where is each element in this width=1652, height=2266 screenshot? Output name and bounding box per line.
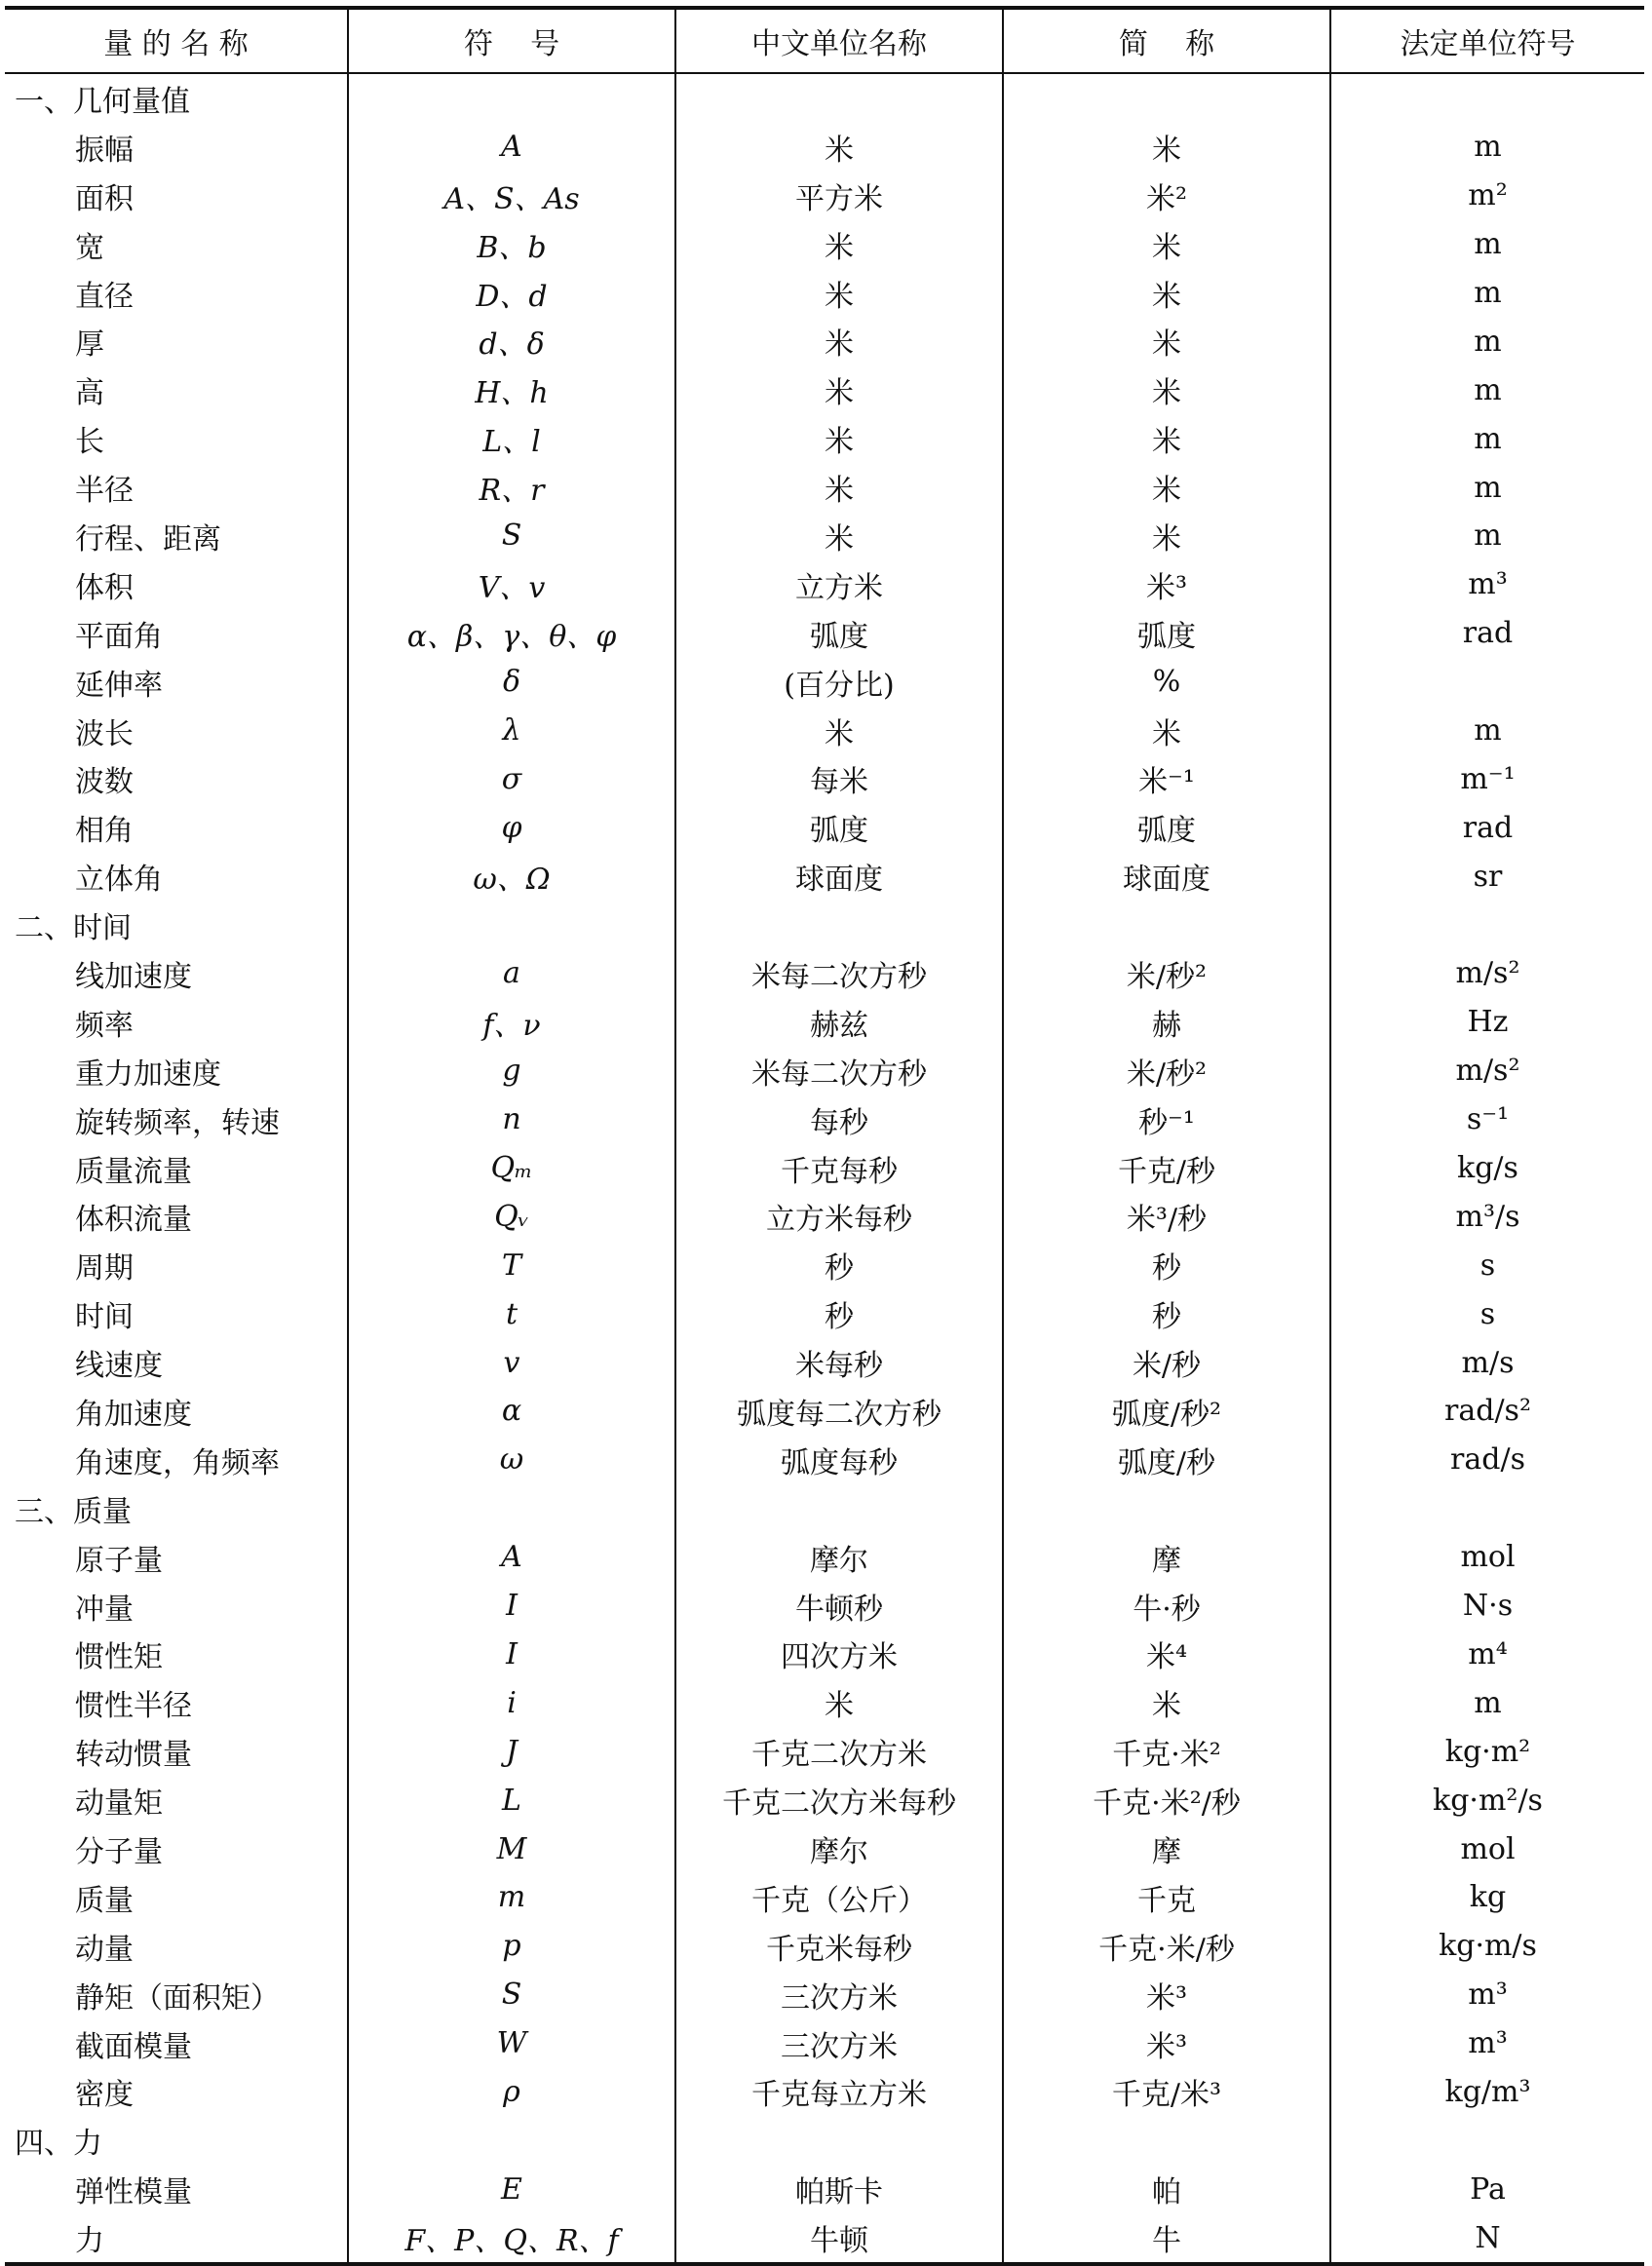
- quantity-name-cell: 角速度，角频率: [75, 1445, 280, 1480]
- symbol-cell: M: [348, 1824, 675, 1873]
- chinese-unit-name-cell: 立方米: [675, 560, 1003, 609]
- table-row: [5, 1192, 1644, 1241]
- legal-unit-symbol-cell: s⁻¹: [1330, 1095, 1644, 1144]
- short-name-cell: 米: [1003, 365, 1330, 414]
- chinese-unit-name-cell: 每米: [675, 754, 1003, 803]
- chinese-unit-name-cell: 米每二次方秒: [675, 949, 1003, 998]
- legal-unit-symbol-cell: m: [1330, 1678, 1644, 1727]
- legal-unit-symbol-cell: m/s²: [1330, 1047, 1644, 1095]
- legal-unit-symbol-cell: m: [1330, 317, 1644, 365]
- legal-unit-symbol-cell: kg·m²/s: [1330, 1776, 1644, 1824]
- quantity-name-cell: 惯性半径: [75, 1689, 192, 1724]
- quantity-name-cell: 平面角: [75, 619, 163, 654]
- symbol-cell: I: [348, 1631, 675, 1679]
- quantity-name-cell: 直径: [75, 279, 134, 314]
- chinese-unit-name-cell: 米: [675, 512, 1003, 560]
- short-name-cell: 米³: [1003, 560, 1330, 609]
- symbol-cell: σ: [348, 754, 675, 803]
- legal-unit-symbol-cell: m³: [1330, 560, 1644, 609]
- table-row: [5, 2165, 1644, 2213]
- table-row: [5, 1289, 1644, 1338]
- legal-unit-symbol-cell: m/s: [1330, 1338, 1644, 1387]
- header-chinese-unit-name: 中文单位名称: [675, 8, 1003, 73]
- quantity-name-cell: 质量: [75, 1883, 134, 1918]
- short-name-cell: 米³/秒: [1003, 1192, 1330, 1241]
- short-name-cell: 米²: [1003, 172, 1330, 220]
- quantity-name-cell: 弹性模量: [75, 2175, 192, 2210]
- quantity-name-cell: 动量: [75, 1932, 134, 1967]
- short-name-cell: 千克·米²/秒: [1003, 1776, 1330, 1824]
- short-name-cell: 球面度: [1003, 852, 1330, 901]
- table-row: [5, 949, 1644, 998]
- chinese-unit-name-cell: 牛顿秒: [675, 1582, 1003, 1631]
- symbol-cell: Qₘ: [348, 1144, 675, 1193]
- short-name-cell: %: [1003, 658, 1330, 707]
- short-name-cell: 弧度/秒²: [1003, 1387, 1330, 1436]
- chinese-unit-name-cell: 弧度: [675, 609, 1003, 658]
- legal-unit-symbol-cell: N: [1330, 2213, 1644, 2264]
- empty-cell: [675, 2116, 1003, 2165]
- symbol-cell: v: [348, 1338, 675, 1387]
- table-row: [5, 1095, 1644, 1144]
- table-row: [5, 658, 1644, 707]
- chinese-unit-name-cell: 三次方米: [675, 2019, 1003, 2068]
- empty-cell: [1330, 73, 1644, 123]
- table-row: [5, 560, 1644, 609]
- short-name-cell: 米: [1003, 512, 1330, 560]
- legal-unit-symbol-cell: Hz: [1330, 998, 1644, 1047]
- table-row: [5, 1727, 1644, 1776]
- short-name-cell: 米: [1003, 123, 1330, 172]
- short-name-cell: 牛·秒: [1003, 1582, 1330, 1631]
- legal-unit-symbol-cell: m: [1330, 123, 1644, 172]
- quantity-name-cell: 静矩（面积矩）: [75, 1980, 280, 2016]
- chinese-unit-name-cell: 帕斯卡: [675, 2165, 1003, 2213]
- section-heading: 三、质量: [15, 1494, 132, 1529]
- quantity-name-cell: 波长: [75, 716, 134, 751]
- quantity-name-cell: 立体角: [75, 863, 163, 898]
- symbol-cell: ρ: [348, 2068, 675, 2117]
- legal-unit-symbol-cell: m: [1330, 512, 1644, 560]
- symbol-cell: F、P、Q、R、f: [348, 2213, 675, 2264]
- chinese-unit-name-cell: 米: [675, 463, 1003, 512]
- table-row: [5, 1922, 1644, 1971]
- short-name-cell: 米: [1003, 220, 1330, 269]
- symbol-cell: A: [348, 123, 675, 172]
- symbol-cell: A、S、As: [348, 172, 675, 220]
- quantity-name-cell: 体积: [75, 570, 134, 605]
- chinese-unit-name-cell: 米: [675, 707, 1003, 755]
- table-row: [5, 1241, 1644, 1289]
- symbol-cell: i: [348, 1678, 675, 1727]
- legal-unit-symbol-cell: m/s²: [1330, 949, 1644, 998]
- header-legal-unit-symbol: 法定单位符号: [1330, 8, 1644, 73]
- short-name-cell: 千克/米³: [1003, 2068, 1330, 2117]
- symbol-cell: p: [348, 1922, 675, 1971]
- legal-unit-symbol-cell: m²: [1330, 172, 1644, 220]
- quantity-name-cell: 频率: [75, 1008, 134, 1043]
- quantity-name-cell: 周期: [75, 1251, 134, 1287]
- table-row: [5, 317, 1644, 365]
- table-row: [5, 463, 1644, 512]
- symbol-cell: L、l: [348, 414, 675, 463]
- short-name-cell: 米: [1003, 414, 1330, 463]
- empty-cell: [1003, 2116, 1330, 2165]
- quantity-name-cell: 半径: [75, 474, 134, 509]
- chinese-unit-name-cell: 牛顿: [675, 2213, 1003, 2264]
- table-row: [5, 707, 1644, 755]
- symbol-cell: λ: [348, 707, 675, 755]
- quantity-name-cell: 动量矩: [75, 1786, 163, 1822]
- short-name-cell: 千克/秒: [1003, 1144, 1330, 1193]
- short-name-cell: 赫: [1003, 998, 1330, 1047]
- legal-unit-symbol-cell: rad: [1330, 609, 1644, 658]
- legal-unit-symbol-cell: mol: [1330, 1533, 1644, 1582]
- quantity-name-cell: 质量流量: [75, 1154, 192, 1189]
- table-row: [5, 2019, 1644, 2068]
- symbol-cell: ω、Ω: [348, 852, 675, 901]
- legal-unit-symbol-cell: [1330, 658, 1644, 707]
- table-body: [5, 73, 1644, 2264]
- section-row: [5, 73, 1644, 123]
- short-name-cell: 弧度: [1003, 609, 1330, 658]
- legal-unit-symbol-cell: m⁻¹: [1330, 754, 1644, 803]
- empty-cell: [675, 1484, 1003, 1533]
- quantity-name-cell: 相角: [75, 814, 134, 849]
- section-row: [5, 901, 1644, 949]
- legal-unit-symbol-cell: kg/m³: [1330, 2068, 1644, 2117]
- table-row: [5, 220, 1644, 269]
- quantity-name-cell: 惯性矩: [75, 1640, 163, 1675]
- short-name-cell: 秒⁻¹: [1003, 1095, 1330, 1144]
- symbol-cell: S: [348, 512, 675, 560]
- symbol-cell: φ: [348, 803, 675, 852]
- table-row: [5, 269, 1644, 318]
- section-row: [5, 1484, 1644, 1533]
- table-row: [5, 1824, 1644, 1873]
- chinese-unit-name-cell: 弧度每秒: [675, 1436, 1003, 1484]
- chinese-unit-name-cell: 千克二次方米: [675, 1727, 1003, 1776]
- symbol-cell: α: [348, 1387, 675, 1436]
- symbol-cell: I: [348, 1582, 675, 1631]
- legal-unit-symbol-cell: Pa: [1330, 2165, 1644, 2213]
- symbol-cell: L: [348, 1776, 675, 1824]
- quantity-name-cell: 体积流量: [75, 1203, 192, 1238]
- table-row: [5, 1678, 1644, 1727]
- chinese-unit-name-cell: 弧度: [675, 803, 1003, 852]
- quantity-name-cell: 重力加速度: [75, 1056, 221, 1092]
- quantity-name-cell: 波数: [75, 765, 134, 800]
- legal-unit-symbol-cell: kg: [1330, 1873, 1644, 1922]
- table-row: [5, 172, 1644, 220]
- table-header: [5, 8, 1644, 73]
- quantity-name-cell: 行程、距离: [75, 521, 221, 557]
- symbol-cell: E: [348, 2165, 675, 2213]
- short-name-cell: 秒: [1003, 1241, 1330, 1289]
- table-row: [5, 2068, 1644, 2117]
- empty-cell: [1330, 1484, 1644, 1533]
- section-heading: 二、时间: [15, 911, 132, 946]
- table-row: [5, 1387, 1644, 1436]
- chinese-unit-name-cell: 立方米每秒: [675, 1192, 1003, 1241]
- empty-cell: [1003, 1484, 1330, 1533]
- chinese-unit-name-cell: 秒: [675, 1289, 1003, 1338]
- short-name-cell: 米/秒: [1003, 1338, 1330, 1387]
- table-row: [5, 754, 1644, 803]
- symbol-cell: T: [348, 1241, 675, 1289]
- table-row: [5, 512, 1644, 560]
- chinese-unit-name-cell: 千克每立方米: [675, 2068, 1003, 2117]
- legal-unit-symbol-cell: s: [1330, 1241, 1644, 1289]
- table-row: [5, 123, 1644, 172]
- header-short-name: 简 称: [1003, 8, 1330, 73]
- chinese-unit-name-cell: 米: [675, 220, 1003, 269]
- empty-cell: [1003, 73, 1330, 123]
- symbol-cell: α、β、γ、θ、φ: [348, 609, 675, 658]
- legal-unit-symbol-cell: rad: [1330, 803, 1644, 852]
- header-symbol: 符 号: [348, 8, 675, 73]
- table-row: [5, 1776, 1644, 1824]
- chinese-unit-name-cell: (百分比): [675, 658, 1003, 707]
- section-row: [5, 2116, 1644, 2165]
- table-row: [5, 1047, 1644, 1095]
- legal-unit-symbol-cell: m: [1330, 220, 1644, 269]
- table-row: [5, 365, 1644, 414]
- legal-unit-symbol-cell: N·s: [1330, 1582, 1644, 1631]
- section-heading: 一、几何量值: [15, 84, 190, 119]
- chinese-unit-name-cell: 弧度每二次方秒: [675, 1387, 1003, 1436]
- symbol-cell: n: [348, 1095, 675, 1144]
- chinese-unit-name-cell: 米每秒: [675, 1338, 1003, 1387]
- legal-unit-symbol-cell: m³/s: [1330, 1192, 1644, 1241]
- quantity-name-cell: 长: [75, 425, 104, 460]
- short-name-cell: 千克·米/秒: [1003, 1922, 1330, 1971]
- legal-unit-symbol-cell: m: [1330, 414, 1644, 463]
- table-row: [5, 852, 1644, 901]
- legal-unit-symbol-cell: kg·m/s: [1330, 1922, 1644, 1971]
- short-name-cell: 米/秒²: [1003, 1047, 1330, 1095]
- legal-unit-symbol-cell: m: [1330, 269, 1644, 318]
- quantity-name-cell: 原子量: [75, 1543, 163, 1578]
- header-row: [5, 8, 1644, 73]
- quantity-name-cell: 截面模量: [75, 2029, 192, 2064]
- symbol-cell: t: [348, 1289, 675, 1338]
- symbol-cell: V、v: [348, 560, 675, 609]
- table-row: [5, 1144, 1644, 1193]
- symbol-cell: R、r: [348, 463, 675, 512]
- short-name-cell: 千克·米²: [1003, 1727, 1330, 1776]
- table-row: [5, 1582, 1644, 1631]
- short-name-cell: 千克: [1003, 1873, 1330, 1922]
- short-name-cell: 米: [1003, 707, 1330, 755]
- chinese-unit-name-cell: 米: [675, 123, 1003, 172]
- empty-cell: [348, 901, 675, 949]
- chinese-unit-name-cell: 球面度: [675, 852, 1003, 901]
- symbol-cell: f、ν: [348, 998, 675, 1047]
- quantity-name-cell: 力: [5, 2213, 348, 2264]
- legal-unit-symbol-cell: m: [1330, 707, 1644, 755]
- table-row: [5, 1873, 1644, 1922]
- legal-unit-symbol-cell: m: [1330, 365, 1644, 414]
- chinese-unit-name-cell: 米: [675, 317, 1003, 365]
- chinese-unit-name-cell: 米每二次方秒: [675, 1047, 1003, 1095]
- legal-unit-symbol-cell: m⁴: [1330, 1631, 1644, 1679]
- chinese-unit-name-cell: 千克每秒: [675, 1144, 1003, 1193]
- empty-cell: [1330, 901, 1644, 949]
- short-name-cell: 米: [1003, 1678, 1330, 1727]
- short-name-cell: 米/秒²: [1003, 949, 1330, 998]
- symbol-cell: D、d: [348, 269, 675, 318]
- symbol-cell: d、δ: [348, 317, 675, 365]
- quantity-name-cell: 转动惯量: [75, 1738, 192, 1773]
- units-table: [5, 6, 1644, 2266]
- symbol-cell: a: [348, 949, 675, 998]
- table-row: [5, 1338, 1644, 1387]
- short-name-cell: 秒: [1003, 1289, 1330, 1338]
- short-name-cell: 摩: [1003, 1824, 1330, 1873]
- short-name-cell: 米⁻¹: [1003, 754, 1330, 803]
- symbol-cell: S: [348, 1971, 675, 2019]
- short-name-cell: 弧度: [1003, 803, 1330, 852]
- quantity-name-cell: 分子量: [75, 1835, 163, 1869]
- quantity-name-cell: 线速度: [75, 1349, 163, 1384]
- chinese-unit-name-cell: 米: [675, 269, 1003, 318]
- quantity-name-cell: 宽: [75, 230, 104, 265]
- chinese-unit-name-cell: 摩尔: [675, 1824, 1003, 1873]
- legal-unit-symbol-cell: m: [1330, 463, 1644, 512]
- table-row: [5, 1971, 1644, 2019]
- quantity-name-cell: 时间: [75, 1300, 134, 1335]
- empty-cell: [1003, 901, 1330, 949]
- chinese-unit-name-cell: 千克米每秒: [675, 1922, 1003, 1971]
- short-name-cell: 米³: [1003, 2019, 1330, 2068]
- short-name-cell: 牛: [1003, 2213, 1330, 2264]
- symbol-cell: H、h: [348, 365, 675, 414]
- symbol-cell: W: [348, 2019, 675, 2068]
- quantity-name-cell: 高: [75, 376, 104, 411]
- short-name-cell: 摩: [1003, 1533, 1330, 1582]
- section-heading: 四、力: [15, 2127, 102, 2162]
- legal-unit-symbol-cell: kg/s: [1330, 1144, 1644, 1193]
- short-name-cell: 米³: [1003, 1971, 1330, 2019]
- chinese-unit-name-cell: 千克二次方米每秒: [675, 1776, 1003, 1824]
- chinese-unit-name-cell: 摩尔: [675, 1533, 1003, 1582]
- chinese-unit-name-cell: 赫兹: [675, 998, 1003, 1047]
- symbol-cell: δ: [348, 658, 675, 707]
- legal-unit-symbol-cell: mol: [1330, 1824, 1644, 1873]
- quantity-name-cell: 厚: [75, 327, 104, 363]
- symbol-cell: m: [348, 1873, 675, 1922]
- chinese-unit-name-cell: 四次方米: [675, 1631, 1003, 1679]
- short-name-cell: 帕: [1003, 2165, 1330, 2213]
- table-row: [5, 1631, 1644, 1679]
- header-quantity-name: 量 的 名 称: [5, 8, 348, 73]
- legal-unit-symbol-cell: m³: [1330, 2019, 1644, 2068]
- chinese-unit-name-cell: 米: [675, 1678, 1003, 1727]
- chinese-unit-name-cell: 米: [675, 414, 1003, 463]
- table-row: [5, 998, 1644, 1047]
- short-name-cell: 米: [1003, 463, 1330, 512]
- legal-unit-symbol-cell: kg·m²: [1330, 1727, 1644, 1776]
- quantity-name-cell: 面积: [75, 181, 134, 216]
- table-row: [5, 414, 1644, 463]
- quantity-name-cell: 冲量: [75, 1592, 134, 1627]
- table-row: [5, 803, 1644, 852]
- legal-unit-symbol-cell: rad/s: [1330, 1436, 1644, 1484]
- chinese-unit-name-cell: 平方米: [675, 172, 1003, 220]
- short-name-cell: 米⁴: [1003, 1631, 1330, 1679]
- quantity-name-cell: 线加速度: [75, 959, 192, 994]
- quantity-name-cell: 延伸率: [75, 668, 163, 703]
- legal-unit-symbol-cell: s: [1330, 1289, 1644, 1338]
- empty-cell: [348, 73, 675, 123]
- chinese-unit-name-cell: 千克（公斤）: [675, 1873, 1003, 1922]
- symbol-cell: B、b: [348, 220, 675, 269]
- symbol-cell: A: [348, 1533, 675, 1582]
- symbol-cell: g: [348, 1047, 675, 1095]
- short-name-cell: 米: [1003, 317, 1330, 365]
- table-row: [5, 1533, 1644, 1582]
- empty-cell: [348, 1484, 675, 1533]
- quantity-name-cell: 角加速度: [75, 1397, 192, 1432]
- symbol-cell: Qᵥ: [348, 1192, 675, 1241]
- short-name-cell: 米: [1003, 269, 1330, 318]
- symbol-cell: ω: [348, 1436, 675, 1484]
- table-row: [5, 1436, 1644, 1484]
- empty-cell: [1330, 2116, 1644, 2165]
- quantity-name-cell: 振幅: [75, 133, 134, 168]
- empty-cell: [348, 2116, 675, 2165]
- table-row: [5, 2213, 1644, 2264]
- short-name-cell: 弧度/秒: [1003, 1436, 1330, 1484]
- quantity-name-cell: 密度: [75, 2078, 134, 2113]
- chinese-unit-name-cell: 秒: [675, 1241, 1003, 1289]
- symbol-cell: J: [348, 1727, 675, 1776]
- legal-unit-symbol-cell: sr: [1330, 852, 1644, 901]
- chinese-unit-name-cell: 三次方米: [675, 1971, 1003, 2019]
- empty-cell: [675, 73, 1003, 123]
- legal-unit-symbol-cell: rad/s²: [1330, 1387, 1644, 1436]
- chinese-unit-name-cell: 米: [675, 365, 1003, 414]
- empty-cell: [675, 901, 1003, 949]
- legal-unit-symbol-cell: m³: [1330, 1971, 1644, 2019]
- table-row: [5, 609, 1644, 658]
- quantity-name-cell: 旋转频率，转速: [75, 1105, 280, 1140]
- chinese-unit-name-cell: 每秒: [675, 1095, 1003, 1144]
